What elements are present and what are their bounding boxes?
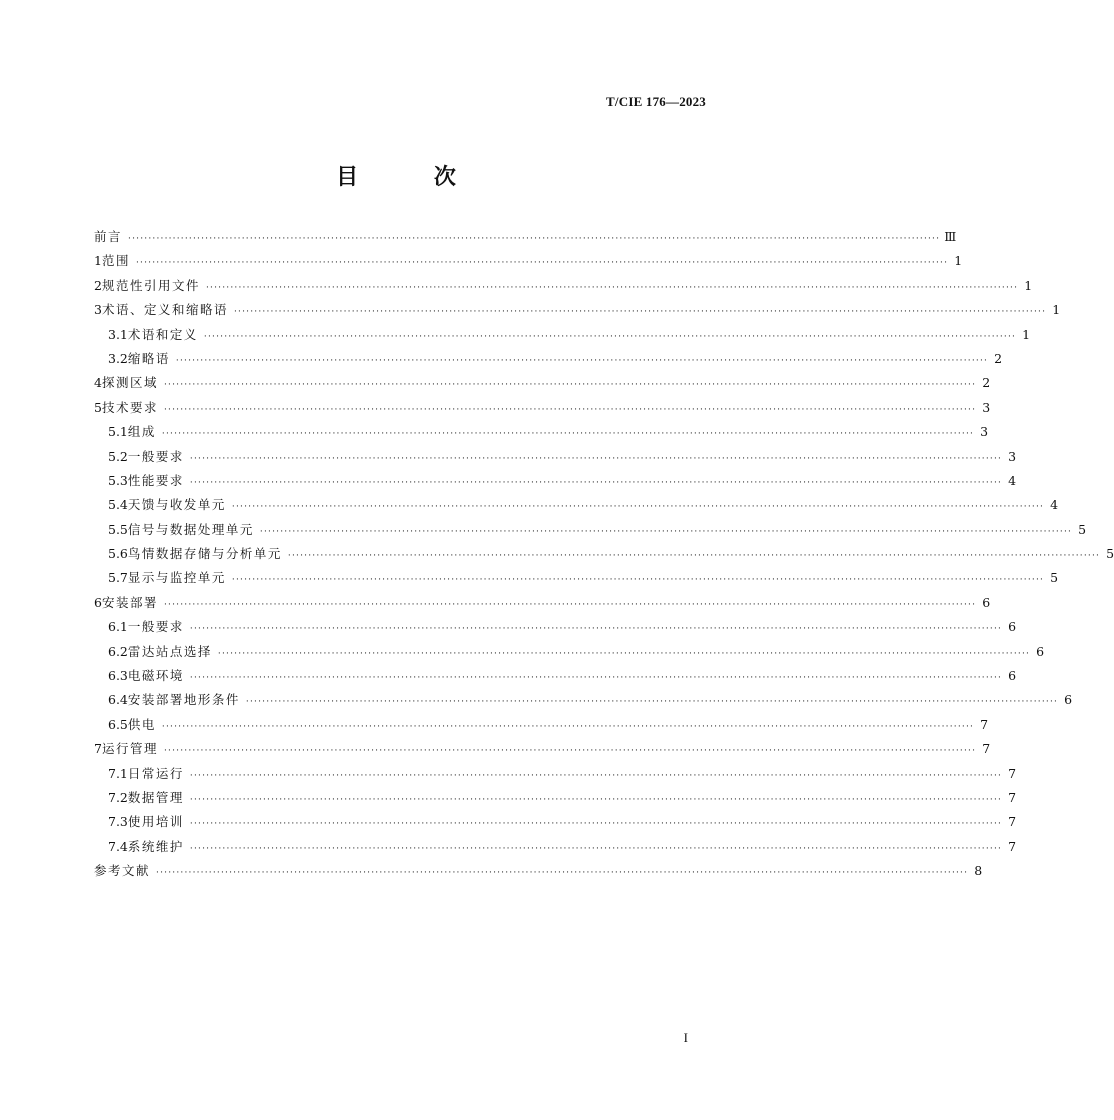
toc-entry-page: 7	[1008, 814, 1017, 830]
toc-leader-dots: ········································································································································································································	[189, 794, 1003, 805]
toc-entry-title: 前言	[94, 229, 123, 244]
toc-entry-page: 3	[982, 399, 991, 415]
toc-entry[interactable]	[94, 445, 1017, 469]
toc-entry-page: 4	[1008, 472, 1017, 488]
toc-entry-number: 5.4	[108, 497, 128, 513]
toc-entry-number: 3.1	[108, 326, 128, 342]
toc-entry[interactable]	[94, 396, 991, 420]
toc-entry-title: 技术要求	[101, 399, 158, 415]
toc-leader-dots: ········································································································································································································	[189, 843, 1003, 854]
toc-entry[interactable]	[94, 664, 1017, 688]
toc-entry-page: 2	[982, 375, 991, 391]
toc-entry-page: 3	[980, 424, 989, 440]
toc-entry-number: 6.2	[108, 643, 128, 659]
toc-entry[interactable]	[94, 762, 1017, 786]
toc-leader-dots: ········································································································································································································	[156, 868, 969, 879]
toc-leader-dots: ········································································································································································································	[161, 721, 975, 732]
toc-entry[interactable]	[94, 859, 983, 883]
document-code: T/CIE 176—2023	[606, 94, 706, 109]
toc-leader-dots: ········································································································································································································	[128, 234, 941, 244]
toc-entry-title: 天馈与收发单元	[127, 497, 226, 513]
toc-entry-title: 一般要求	[127, 448, 184, 464]
toc-entry[interactable]	[94, 493, 1059, 517]
toc-entry-title: 系统维护	[127, 838, 184, 854]
toc-entry-title: 安装部署	[101, 594, 158, 610]
toc-entry-title: 安装部署地形条件	[127, 692, 240, 708]
toc-leader-dots: ········································································································································································································	[163, 404, 977, 415]
toc-entry-number: 2	[94, 277, 102, 293]
toc-leader-dots: ········································································································································································································	[163, 380, 977, 391]
toc-entry[interactable]	[94, 469, 1017, 493]
toc-entry[interactable]	[94, 688, 1073, 712]
toc-entry-number: 7.2	[108, 789, 128, 805]
toc-entry-title: 显示与监控单元	[127, 570, 226, 586]
toc-entry-number: 6.3	[108, 668, 128, 684]
toc-entry[interactable]	[94, 420, 989, 444]
toc-entry-page: 6	[1064, 692, 1073, 708]
toc-entry-title: 性能要求	[127, 472, 184, 488]
toc-entry[interactable]	[94, 835, 1017, 859]
toc-entry[interactable]	[94, 810, 1017, 834]
toc-leader-dots: ········································································································································································································	[203, 331, 1017, 342]
toc-entry[interactable]	[94, 371, 991, 395]
toc-leader-dots: ········································································································································································································	[189, 673, 1003, 684]
toc-leader-dots: ········································································································································································································	[189, 819, 1003, 830]
toc-leader-dots: ········································································································································································································	[163, 746, 977, 757]
toc-entry[interactable]	[94, 274, 1033, 298]
toc-entry-page: 6	[1036, 643, 1045, 659]
toc-entry-page: 7	[1008, 765, 1017, 781]
toc-entry-number: 7.3	[108, 814, 128, 830]
table-of-contents	[94, 225, 1114, 884]
toc-entry-title: 使用培训	[127, 814, 184, 830]
toc-entry-title: 供电	[127, 716, 156, 732]
toc-entry-number: 5.2	[108, 448, 128, 464]
toc-entry[interactable]	[94, 347, 1003, 371]
toc-leader-dots: ········································································································································································································	[189, 477, 1003, 488]
toc-leader-dots: ········································································································································································································	[163, 599, 977, 610]
toc-leader-dots: ········································································································································································································	[135, 258, 949, 269]
toc-entry-page: 5	[1050, 570, 1059, 586]
toc-entry-page: 6	[982, 594, 991, 610]
toc-entry-number: 6.1	[108, 619, 128, 635]
toc-entry-title: 术语、定义和缩略语	[101, 302, 228, 318]
toc-entry-number: 5.7	[108, 570, 128, 586]
toc-leader-dots: ········································································································································································································	[231, 575, 1045, 586]
toc-entry-title: 规范性引用文件	[101, 277, 200, 293]
toc-entry[interactable]	[94, 225, 957, 249]
toc-entry[interactable]	[94, 298, 1061, 322]
toc-entry-title: 电磁环境	[127, 668, 184, 684]
toc-entry-page: 7	[980, 716, 989, 732]
toc-entry-page: 1	[954, 253, 963, 269]
toc-leader-dots: ········································································································································································································	[231, 502, 1045, 513]
toc-entry-page: 7	[1008, 789, 1017, 805]
toc-entry-title: 组成	[127, 424, 156, 440]
toc-entry-number: 5.3	[108, 472, 128, 488]
toc-leader-dots: ········································································································································································································	[189, 770, 1003, 781]
toc-entry-page: 1	[1052, 302, 1061, 318]
toc-entry-number: 5.5	[108, 521, 128, 537]
toc-entry-page: 6	[1008, 619, 1017, 635]
toc-entry-page: 1	[1022, 326, 1031, 342]
toc-entry-title: 缩略语	[127, 350, 170, 366]
toc-entry-number: 4	[94, 375, 102, 391]
toc-entry-number: 5.6	[108, 546, 128, 562]
toc-entry[interactable]	[94, 786, 1017, 810]
toc-entry-number: 7.1	[108, 765, 128, 781]
toc-entry-page: 6	[1008, 668, 1017, 684]
toc-entry-page: 8	[974, 863, 983, 879]
toc-entry-title: 运行管理	[101, 741, 158, 757]
toc-entry-number: 7	[94, 741, 102, 757]
toc-entry-number: 6	[94, 594, 102, 610]
toc-leader-dots: ········································································································································································································	[245, 697, 1059, 708]
toc-entry[interactable]	[94, 566, 1059, 590]
toc-title: 目 次	[336, 165, 490, 190]
toc-entry-title: 数据管理	[127, 789, 184, 805]
toc-entry-title: 术语和定义	[127, 326, 198, 342]
toc-entry-title: 鸟情数据存储与分析单元	[127, 546, 282, 562]
toc-entry-title: 雷达站点选择	[127, 643, 212, 659]
toc-entry-title: 一般要求	[127, 619, 184, 635]
toc-entry-number: 6.4	[108, 692, 128, 708]
page-number: I	[683, 1030, 688, 1045]
toc-entry-page: 4	[1050, 497, 1059, 513]
toc-leader-dots: ········································································································································································································	[287, 551, 1101, 562]
toc-entry-page: Ⅲ	[944, 229, 957, 244]
toc-entry[interactable]	[94, 249, 963, 273]
toc-leader-dots: ········································································································································································································	[259, 526, 1073, 537]
toc-leader-dots: ········································································································································································································	[189, 624, 1003, 635]
toc-entry-page: 5	[1078, 521, 1087, 537]
toc-leader-dots: ········································································································································································································	[161, 429, 975, 440]
toc-entry-page: 5	[1106, 546, 1114, 562]
toc-entry-number: 5.1	[108, 424, 128, 440]
toc-leader-dots: ········································································································································································································	[175, 355, 989, 366]
toc-entry-number: 3	[94, 302, 102, 318]
toc-leader-dots: ········································································································································································································	[205, 282, 1019, 293]
toc-entry[interactable]	[94, 518, 1087, 542]
toc-entry[interactable]	[94, 713, 989, 737]
toc-leader-dots: ········································································································································································································	[233, 307, 1047, 318]
toc-entry-number: 5	[94, 399, 102, 415]
toc-entry-number: 3.2	[108, 350, 128, 366]
toc-entry-title: 信号与数据处理单元	[127, 521, 254, 537]
toc-entry-number: 6.5	[108, 716, 128, 732]
toc-entry-page: 3	[1008, 448, 1017, 464]
toc-entry-number: 1	[94, 253, 102, 269]
toc-entry-page: 2	[994, 350, 1003, 366]
toc-entry[interactable]	[94, 737, 991, 761]
toc-entry-page: 1	[1024, 277, 1033, 293]
toc-leader-dots: ········································································································································································································	[189, 453, 1003, 464]
toc-entry-title: 范围	[101, 253, 130, 269]
toc-entry[interactable]	[94, 615, 1017, 639]
toc-entry-title: 探测区域	[101, 375, 158, 391]
toc-leader-dots: ········································································································································································································	[217, 648, 1031, 659]
toc-entry-page: 7	[1008, 838, 1017, 854]
toc-entry[interactable]	[94, 323, 1031, 347]
toc-entry-title: 参考文献	[94, 863, 151, 879]
toc-entry-number: 7.4	[108, 838, 128, 854]
toc-entry[interactable]	[94, 542, 1114, 566]
toc-entry[interactable]	[94, 640, 1045, 664]
toc-entry-page: 7	[982, 741, 991, 757]
toc-entry[interactable]	[94, 591, 991, 615]
toc-entry-title: 日常运行	[127, 765, 184, 781]
